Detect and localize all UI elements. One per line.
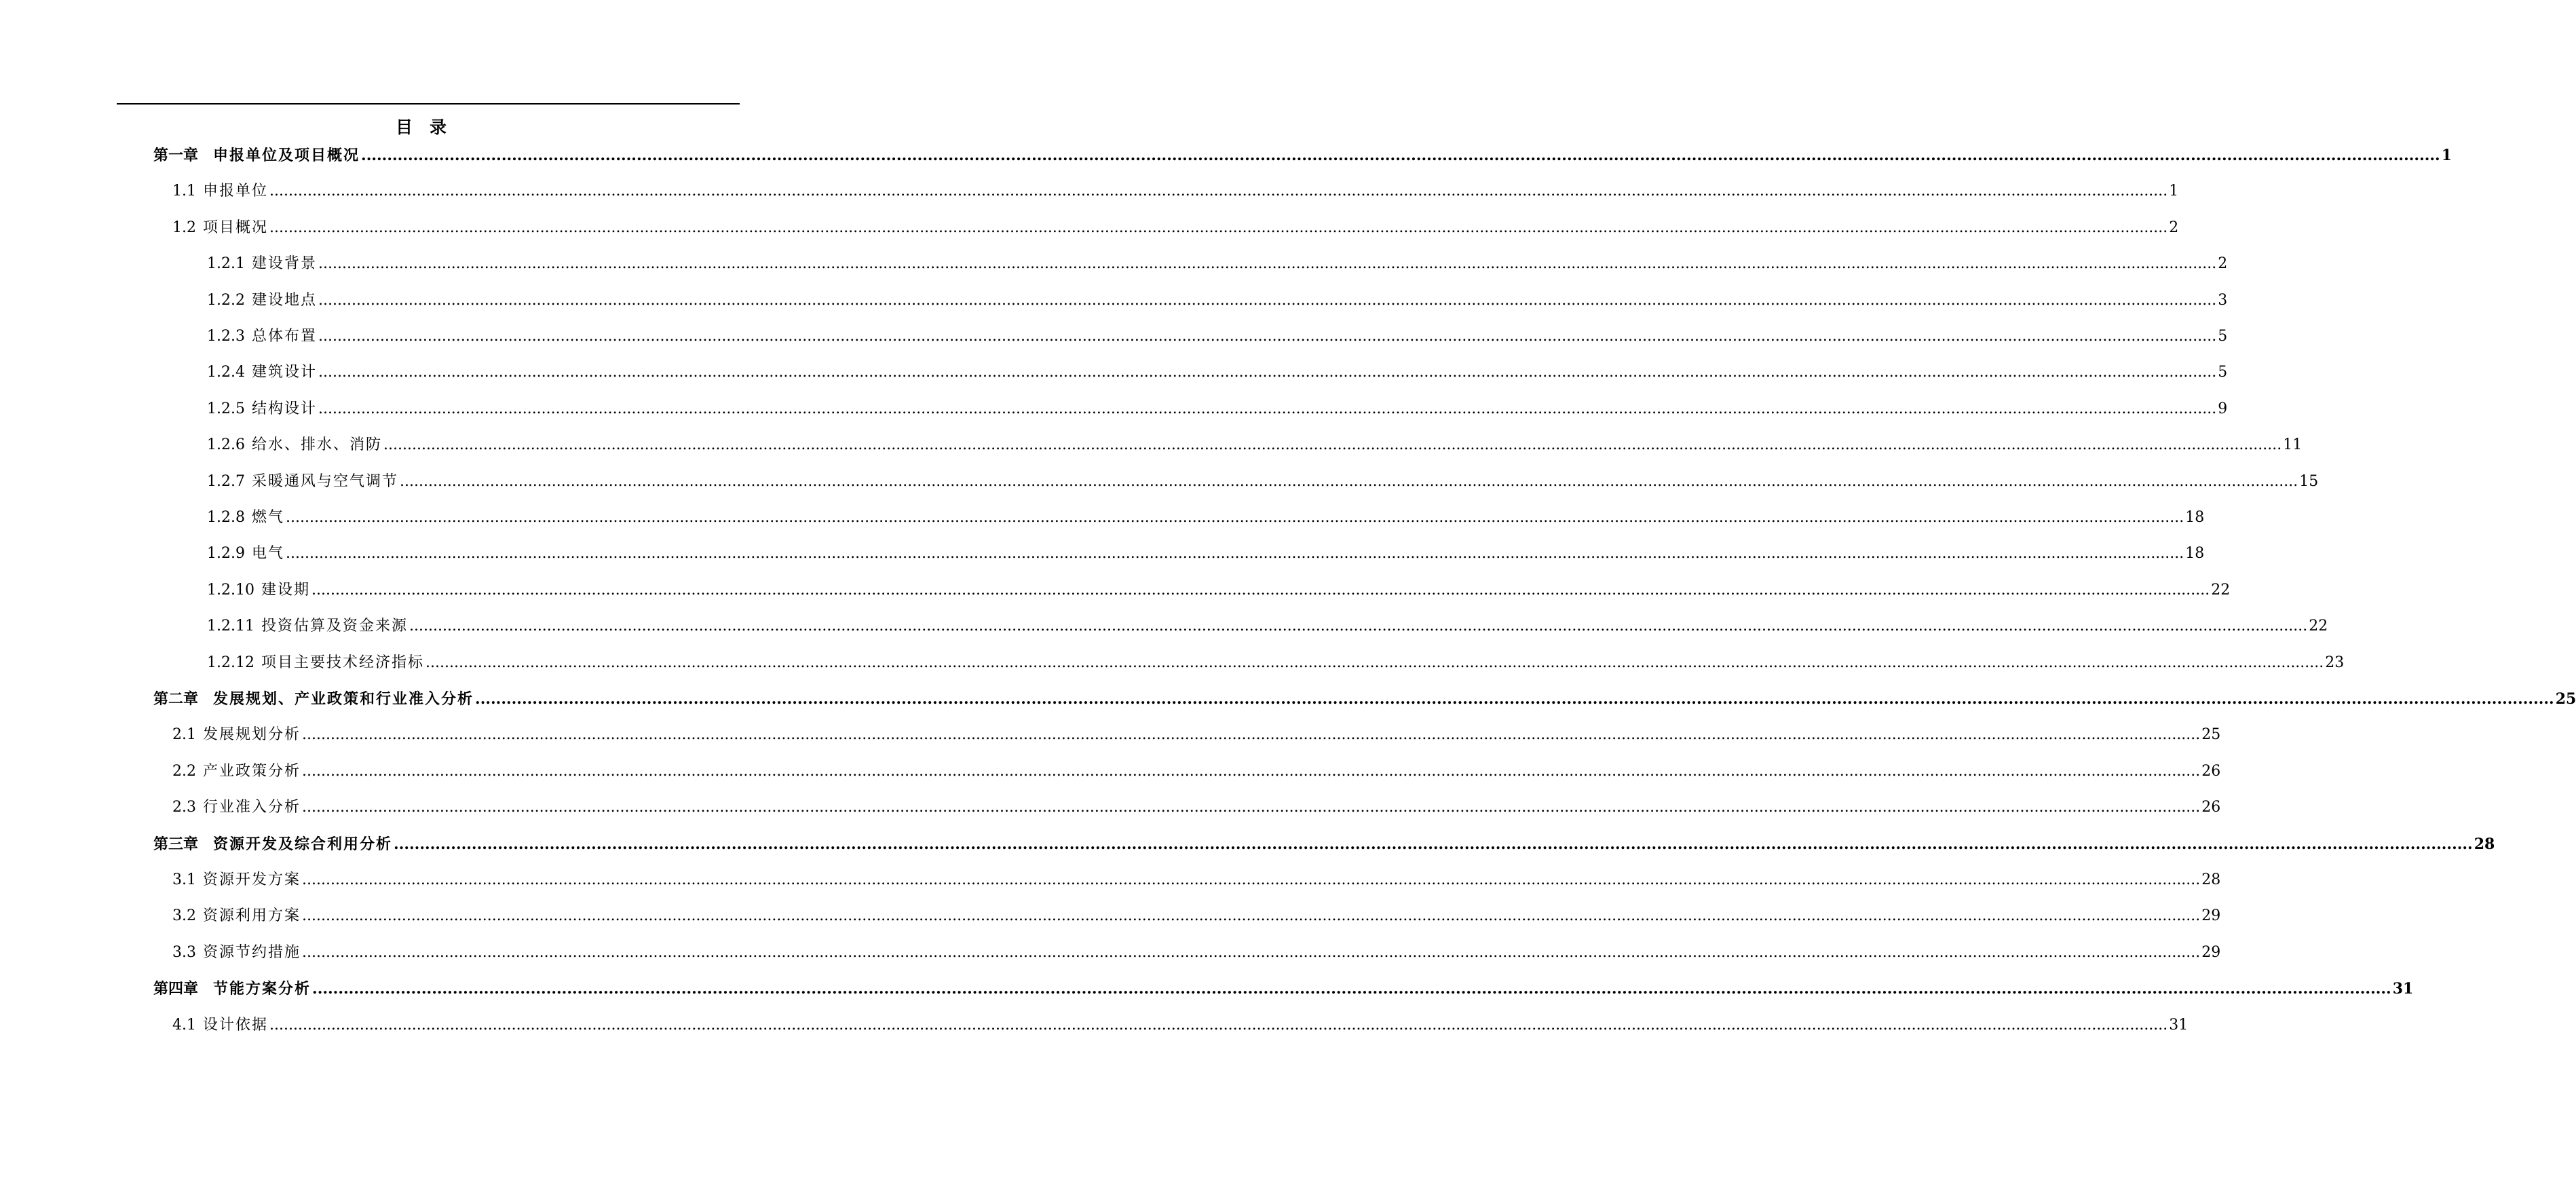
page-title: 目 录	[395, 117, 447, 137]
toc-page-number: 26	[2201, 799, 2221, 816]
toc-entry-number: 1.2.2	[207, 291, 245, 309]
toc-section-entry[interactable]	[172, 902, 2221, 926]
toc-section-entry[interactable]	[207, 395, 2228, 419]
toc-page-number: 18	[2185, 509, 2205, 526]
toc-section-entry[interactable]	[207, 540, 2205, 564]
toc-page-number: 1	[2441, 147, 2452, 164]
toc-entry-number: 1.2.6	[207, 436, 245, 454]
toc-page-number: 25	[2555, 690, 2576, 708]
toc-chapter-entry[interactable]	[153, 141, 2452, 166]
toc-entry-title: 电气	[251, 545, 284, 563]
toc-dot-leader: ................................................................................................................................................................................................................................................................................................................................................................................................................	[269, 219, 2168, 236]
toc-entry-title: 总体布置	[251, 328, 317, 345]
toc-dot-leader: ................................................................................................................................................................................................................................................................................................................................................................................................................	[318, 328, 2217, 345]
toc-page-number: 25	[2201, 726, 2221, 744]
toc-entry-title: 节能方案分析	[213, 980, 311, 998]
toc-dot-leader: ................................................................................................................................................................................................................................................................................................................................................................................................................	[361, 147, 2440, 164]
toc-entry-number: 4.1	[172, 1016, 196, 1034]
toc-dot-leader: ................................................................................................................................................................................................................................................................................................................................................................................................................	[302, 907, 2201, 925]
toc-page-number: 31	[2392, 980, 2414, 998]
toc-entry-title: 申报单位	[203, 183, 269, 200]
toc-entry-title: 发展规划分析	[203, 726, 301, 744]
toc-page-number: 22	[2309, 618, 2328, 635]
toc-entry-number: 第一章	[153, 147, 199, 164]
toc-entry-number: 1.2.1	[207, 255, 245, 273]
toc-entry-number: 1.2.3	[207, 328, 245, 345]
toc-entry-number: 1.1	[172, 183, 196, 200]
toc-page-number: 3	[2218, 291, 2228, 309]
toc-section-entry[interactable]	[207, 504, 2205, 528]
toc-dot-leader: ................................................................................................................................................................................................................................................................................................................................................................................................................	[400, 472, 2298, 490]
toc-entry-number: 第二章	[153, 690, 199, 708]
toc-entry-title: 项目主要技术经济指标	[261, 654, 424, 671]
toc-section-entry[interactable]	[172, 866, 2221, 890]
toc-dot-leader: ................................................................................................................................................................................................................................................................................................................................................................................................................	[409, 618, 2308, 635]
toc-section-entry[interactable]	[207, 322, 2228, 347]
toc-page-number: 15	[2299, 472, 2319, 490]
toc-entry-title: 资源利用方案	[203, 907, 301, 925]
toc-entry-number: 2.3	[172, 799, 196, 816]
toc-section-entry[interactable]	[207, 286, 2228, 311]
toc-page-number: 18	[2185, 545, 2205, 563]
toc-dot-leader: ................................................................................................................................................................................................................................................................................................................................................................................................................	[425, 654, 2324, 671]
toc-dot-leader: ................................................................................................................................................................................................................................................................................................................................................................................................................	[286, 509, 2184, 526]
toc-entry-number: 第四章	[153, 980, 199, 998]
toc-section-entry[interactable]	[207, 649, 2345, 673]
toc-section-entry[interactable]	[207, 431, 2303, 455]
toc-entry-title: 设计依据	[203, 1016, 269, 1034]
toc-entry-title: 发展规划、产业政策和行业准入分析	[213, 690, 474, 708]
toc-entry-number: 1.2.4	[207, 364, 245, 381]
toc-entry-title: 资源开发及综合利用分析	[213, 835, 393, 853]
toc-page-number: 29	[2201, 943, 2221, 961]
toc-entry-title: 给水、排水、消防	[251, 436, 382, 454]
toc-dot-leader: ................................................................................................................................................................................................................................................................................................................................................................................................................	[302, 871, 2201, 888]
toc-entry-title: 燃气	[251, 509, 284, 526]
toc-page-number: 11	[2283, 436, 2303, 454]
toc-entry-title: 行业准入分析	[203, 799, 301, 816]
toc-entry-title: 项目概况	[203, 219, 269, 236]
toc-dot-leader: ................................................................................................................................................................................................................................................................................................................................................................................................................	[312, 980, 2391, 998]
toc-dot-leader: ................................................................................................................................................................................................................................................................................................................................................................................................................	[311, 581, 2210, 599]
toc-entry-number: 2.1	[172, 726, 196, 744]
toc-entry-title: 建设地点	[251, 291, 317, 309]
toc-dot-leader: ................................................................................................................................................................................................................................................................................................................................................................................................................	[302, 799, 2201, 816]
toc-entry-number: 1.2.5	[207, 400, 245, 417]
toc-dot-leader: ................................................................................................................................................................................................................................................................................................................................................................................................................	[318, 364, 2217, 381]
toc-dot-leader: ................................................................................................................................................................................................................................................................................................................................................................................................................	[394, 835, 2473, 853]
toc-entry-title: 建设期	[261, 581, 310, 599]
toc-dot-leader: ................................................................................................................................................................................................................................................................................................................................................................................................................	[286, 545, 2184, 563]
toc-dot-leader: ................................................................................................................................................................................................................................................................................................................................................................................................................	[269, 1016, 2168, 1034]
toc-page-number: 28	[2474, 835, 2495, 853]
toc-chapter-entry[interactable]	[153, 975, 2414, 999]
toc-section-entry[interactable]	[172, 757, 2221, 782]
toc-section-entry[interactable]	[172, 1011, 2189, 1036]
toc-page-number: 28	[2201, 871, 2221, 888]
toc-entry-number: 1.2.12	[207, 654, 254, 671]
toc-page-number: 22	[2211, 581, 2231, 599]
toc-entry-title: 投资估算及资金来源	[261, 618, 408, 635]
toc-section-entry[interactable]	[172, 721, 2221, 745]
toc-page-number: 2	[2218, 255, 2228, 273]
toc-section-entry[interactable]	[172, 214, 2179, 238]
toc-section-entry[interactable]	[207, 250, 2228, 274]
toc-entry-number: 3.2	[172, 907, 196, 925]
toc-chapter-entry[interactable]	[153, 830, 2495, 854]
toc-page-number: 29	[2201, 907, 2221, 925]
toc-page-number: 23	[2325, 654, 2345, 671]
toc-entry-title: 采暖通风与空气调节	[251, 472, 398, 490]
toc-entry-number: 2.2	[172, 762, 196, 780]
toc-dot-leader: ................................................................................................................................................................................................................................................................................................................................................................................................................	[302, 943, 2201, 961]
toc-entry-number: 1.2	[172, 219, 196, 236]
toc-page-number: 1	[2169, 183, 2179, 200]
toc-entry-number: 1.2.11	[207, 618, 254, 635]
toc-section-entry[interactable]	[207, 576, 2231, 601]
toc-page-number: 5	[2218, 364, 2228, 381]
toc-dot-leader: ................................................................................................................................................................................................................................................................................................................................................................................................................	[269, 183, 2168, 200]
toc-page-number: 31	[2169, 1016, 2189, 1034]
toc-entry-title: 建设背景	[251, 255, 317, 273]
toc-entry-number: 1.2.8	[207, 509, 245, 526]
toc-section-entry[interactable]	[207, 612, 2328, 637]
toc-entry-number: 3.1	[172, 871, 196, 888]
toc-dot-leader: ................................................................................................................................................................................................................................................................................................................................................................................................................	[302, 726, 2201, 744]
toc-section-entry[interactable]	[172, 177, 2179, 202]
toc-section-entry[interactable]	[172, 939, 2221, 963]
toc-page-number: 5	[2218, 328, 2228, 345]
toc-dot-leader: ................................................................................................................................................................................................................................................................................................................................................................................................................	[318, 255, 2217, 273]
toc-chapter-entry[interactable]	[153, 685, 2576, 709]
toc-page-number: 2	[2169, 219, 2179, 236]
toc-dot-leader: ................................................................................................................................................................................................................................................................................................................................................................................................................	[475, 690, 2554, 708]
toc-dot-leader: ................................................................................................................................................................................................................................................................................................................................................................................................................	[302, 762, 2201, 780]
toc-dot-leader: ................................................................................................................................................................................................................................................................................................................................................................................................................	[318, 291, 2217, 309]
toc-entry-title: 资源节约措施	[203, 943, 301, 961]
toc-section-entry[interactable]	[207, 468, 2319, 492]
toc-entry-title: 申报单位及项目概况	[213, 147, 360, 164]
toc-section-entry[interactable]	[207, 358, 2228, 383]
toc-entry-number: 1.2.7	[207, 472, 245, 490]
toc-dot-leader: ................................................................................................................................................................................................................................................................................................................................................................................................................	[383, 436, 2282, 454]
toc-entry-title: 产业政策分析	[203, 762, 301, 780]
toc-entry-number: 3.3	[172, 943, 196, 961]
toc-page-number: 26	[2201, 762, 2221, 780]
toc-section-entry[interactable]	[172, 793, 2221, 818]
toc-entry-number: 1.2.9	[207, 545, 245, 563]
toc-entry-number: 1.2.10	[207, 581, 254, 599]
toc-entry-number: 第三章	[153, 835, 199, 853]
toc-dot-leader: ................................................................................................................................................................................................................................................................................................................................................................................................................	[318, 400, 2217, 417]
toc-entry-title: 结构设计	[251, 400, 317, 417]
toc-entry-title: 建筑设计	[251, 364, 317, 381]
toc-page-number: 9	[2218, 400, 2228, 417]
toc-entry-title: 资源开发方案	[203, 871, 301, 888]
